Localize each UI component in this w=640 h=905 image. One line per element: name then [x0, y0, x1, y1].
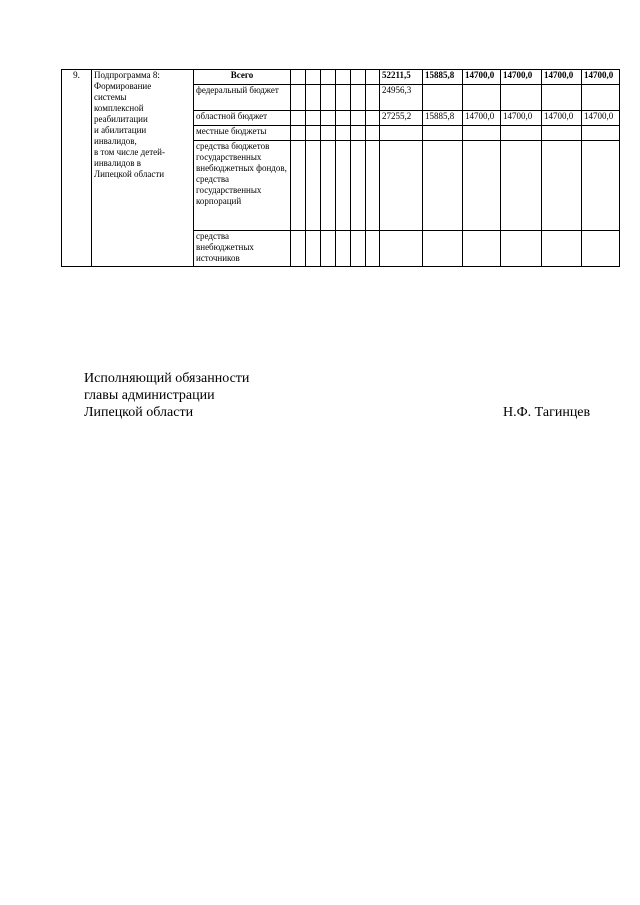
amount-cell: 14700,0 [542, 70, 582, 85]
row-number: 9. [62, 70, 92, 267]
subprogram-line: системы [94, 92, 127, 102]
amount-cell [542, 141, 582, 231]
amount-cell: 27255,2 [380, 111, 423, 126]
amount-cell [542, 85, 582, 111]
amount-cell [501, 85, 542, 111]
amount-cell [582, 85, 620, 111]
amount-cell [501, 126, 542, 141]
amount-cell [582, 126, 620, 141]
subprogram-line: комплексной [94, 103, 144, 113]
subprogram-line: реабилитации [94, 114, 148, 124]
amount-cell [463, 126, 501, 141]
amount-cell [501, 141, 542, 231]
amount-cell [380, 126, 423, 141]
amount-cell [501, 231, 542, 267]
amount-cell [463, 141, 501, 231]
subprogram-line: в том числе детей- [94, 147, 165, 157]
subprogram-line: инвалидов в [94, 158, 141, 168]
signatory-title-line: Исполняющий обязанности [84, 371, 250, 386]
amount-cell: 15885,8 [423, 70, 463, 85]
amount-cell [423, 231, 463, 267]
signatory-name: Н.Ф. Тагинцев [503, 405, 591, 420]
amount-cell: 14700,0 [542, 111, 582, 126]
signatory-title-line: Липецкой области [84, 405, 194, 420]
table-row-total [62, 70, 620, 85]
amount-cell [380, 231, 423, 267]
signatory-title-line: главы администрации [84, 388, 215, 403]
subprogram-line: инвалидов, [94, 136, 137, 146]
amount-cell [423, 126, 463, 141]
amount-cell: 14700,0 [501, 111, 542, 126]
amount-cell: 14700,0 [501, 70, 542, 85]
amount-cell [582, 141, 620, 231]
subprogram-line: Липецкой области [94, 169, 165, 179]
subprogram-name [92, 70, 194, 267]
funding-source-label: средства внебюджетных источников [194, 231, 291, 267]
subprogram-line: и абилитации [94, 125, 147, 135]
amount-cell: 14700,0 [582, 70, 620, 85]
amount-cell [380, 141, 423, 231]
amount-cell: 14700,0 [463, 111, 501, 126]
amount-cell [463, 231, 501, 267]
amount-cell [463, 85, 501, 111]
amount-cell: 15885,8 [423, 111, 463, 126]
amount-cell [542, 231, 582, 267]
funding-source-label: федеральный бюджет [194, 85, 291, 111]
funding-source-label: местные бюджеты [194, 126, 291, 141]
amount-cell: 52211,5 [380, 70, 423, 85]
funding-source-label: средства бюджетов государственных внебюджетных фондов, средства государственных корпораций [194, 141, 291, 231]
subprogram-line: Подпрограмма 8: [94, 70, 160, 80]
amount-cell: 24956,3 [380, 85, 423, 111]
amount-cell: 14700,0 [582, 111, 620, 126]
funding-source-label: областной бюджет [194, 111, 291, 126]
amount-cell [542, 126, 582, 141]
budget-table [61, 69, 620, 267]
amount-cell: 14700,0 [463, 70, 501, 85]
subprogram-line: Формирование [94, 81, 152, 91]
amount-cell [423, 85, 463, 111]
amount-cell [582, 231, 620, 267]
funding-source-label: Всего [194, 70, 291, 85]
amount-cell [423, 141, 463, 231]
